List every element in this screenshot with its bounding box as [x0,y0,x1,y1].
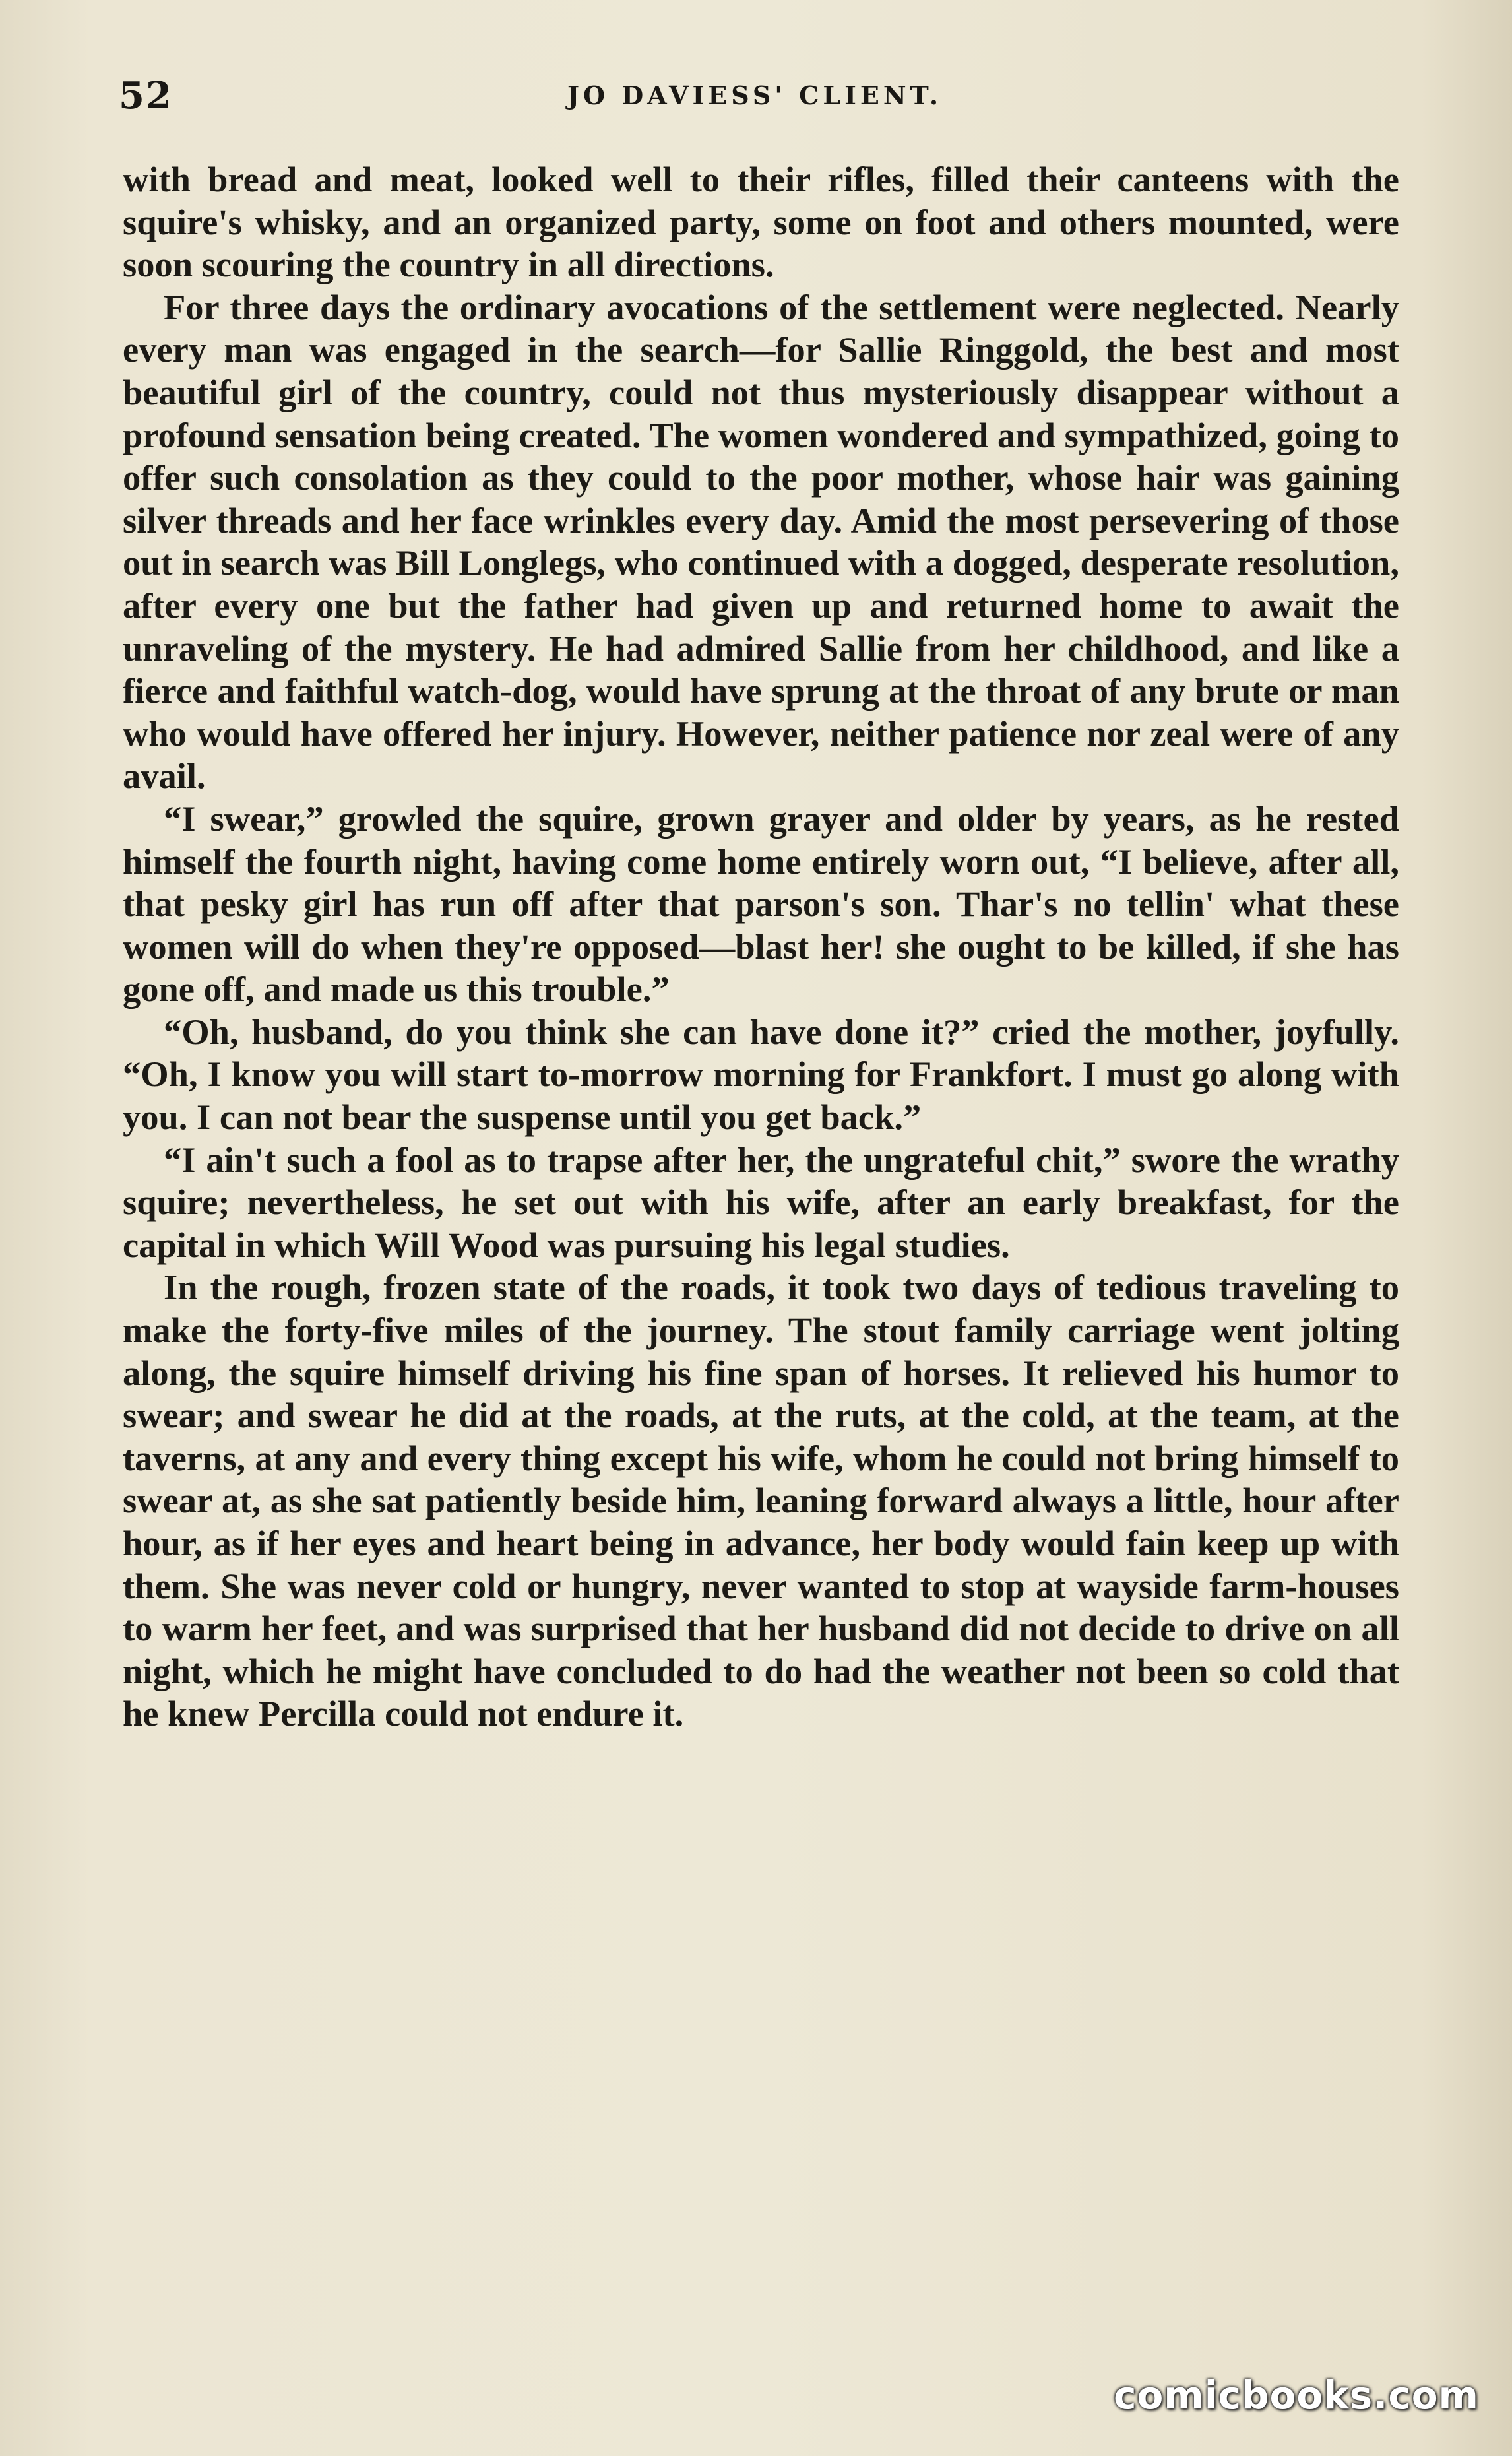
paragraph: “I swear,” growled the squire, grown grayer and older by years, as he rested himself the fourth night, having come home entirely worn out, “I believe, after all, that pesky girl has run off after that parson's son. Thar's no tellin' what these women will do when they're opposed—blast her! she ought to be killed, if she has gone off, and made us this trouble.” [123,798,1399,1010]
paragraph: In the rough, frozen state of the roads, it took two days of tedious traveling to make the forty-five miles of the journey. The stout family carriage went jolting along, the squire himself driving his fine span of horses. It relieved his humor to swear; and swear he did at the roads, at the ruts, at the cold, at the team, at the taverns, at any and every thing except his wife, whom he could not bring himself to swear at, as she sat patiently beside him, leaning forward always a little, hour after hour, as if her eyes and heart being in advance, her body would fain keep up with them. She was never cold or hungry, never wanted to stop at wayside farm-houses to warm her feet, and was surprised that her husband did not decide to drive on all night, which he might have concluded to do had the weather not been so cold that he knew Percilla could not endure it. [123,1267,1399,1734]
page-number: 52 [119,74,173,117]
paragraph: For three days the ordinary avocations of the settlement were neglected. Nearly every man was engaged in the search—for Sallie Ringgold, the best and most beautiful girl of the country, could not thus mysteriously disappear without a profound sensation being created. The women wondered and sympathized, going to offer such consolation as they could to the poor mother, whose hair was gaining silver threads and her face wrinkles every day. Amid the most persevering of those out in search was Bill Longlegs, who continued with a dogged, desperate resolution, after every one but the father had given up and returned home to await the unraveling of the mystery. He had admired Sallie from her childhood, and like a fierce and faithful watch-dog, would have sprung at the throat of any brute or man who would have offered her injury. However, neither patience nor zeal were of any avail. [123,286,1399,796]
running-title: JO DAVIESS' CLIENT. [567,81,943,110]
paragraph: “I ain't such a fool as to trapse after her, the ungrateful chit,” swore the wrathy squire; nevertheless, he set out with his wife, after an early breakfast, for the capital in which Will Wood was pursuing his legal studies. [123,1139,1399,1265]
watermark: comicbooks.com [1114,2373,1479,2418]
paragraph: “Oh, husband, do you think she can have done it?” cried the mother, joyfully. “Oh, I know you will start to-morrow morning for Frankfort. I must go along with you. I can not bear the suspense until you get back.” [123,1011,1399,1138]
body-text [123,158,1399,1735]
paragraph: with bread and meat, looked well to their rifles, filled their canteens with the squire's whisky, and an organized party, some on foot and others mounted, were soon scouring the country in all directions. [123,159,1399,285]
running-head [119,74,1405,127]
